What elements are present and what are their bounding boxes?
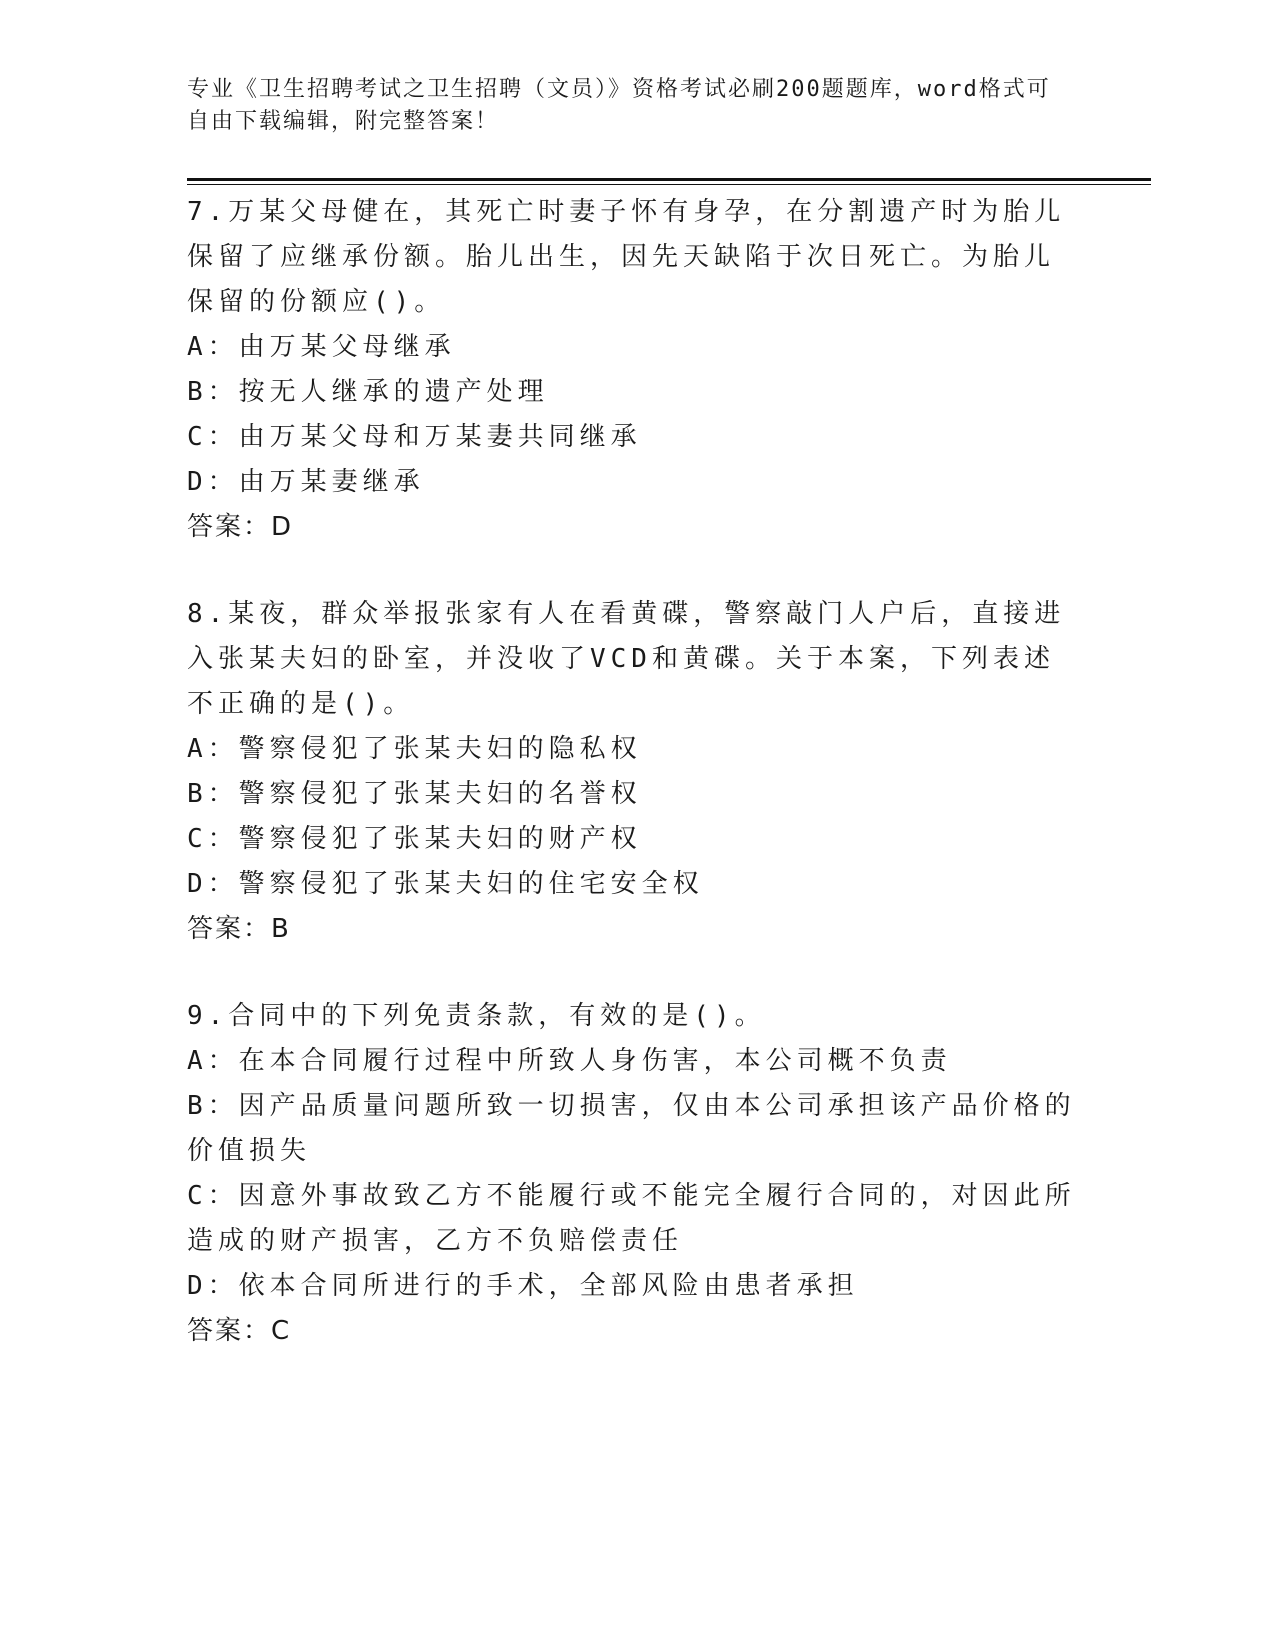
answer-line: 答案：D [187, 512, 294, 542]
answer-line: 答案：B [187, 914, 291, 944]
question-stem: 7.万某父母健在，其死亡时妻子怀有身孕，在分割遗产时为胎儿保留了应继承份额。胎儿出生，因先天缺陷于次日死亡。为胎儿保留的份额应()。 [187, 197, 1066, 317]
option-c: C：警察侵犯了张某夫妇的财产权 [187, 824, 642, 854]
question-stem: 8.某夜，群众举报张家有人在看黄碟，警察敲门人户后，直接进入张某夫妇的卧室，并没收了VCD和黄碟。关于本案，下列表述不正确的是()。 [187, 599, 1066, 719]
option-d: D：由万某妻继承 [187, 467, 425, 497]
question-list [187, 190, 1077, 1396]
option-a: A：由万某父母继承 [187, 332, 456, 362]
option-c: C：因意外事故致乙方不能履行或不能完全履行合同的，对因此所造成的财产损害，乙方不负赔偿责任 [187, 1181, 1076, 1256]
option-d: D：警察侵犯了张某夫妇的住宅安全权 [187, 869, 704, 899]
option-a: A：警察侵犯了张某夫妇的隐私权 [187, 734, 642, 764]
document-header: 专业《卫生招聘考试之卫生招聘（文员）》资格考试必刷200题题库，word格式可自由下载编辑，附完整答案！ [187, 77, 1051, 134]
question-7 [187, 190, 1077, 550]
question-stem: 9.合同中的下列免责条款，有效的是()。 [187, 1001, 766, 1031]
option-b: B：因产品质量问题所致一切损害，仅由本公司承担该产品价格的价值损失 [187, 1091, 1076, 1166]
option-d: D：依本合同所进行的手术，全部风险由患者承担 [187, 1271, 859, 1301]
question-9 [187, 994, 1077, 1354]
answer-line: 答案：C [187, 1316, 292, 1346]
header-rule-thin [187, 184, 1151, 185]
option-b: B：按无人继承的遗产处理 [187, 377, 549, 407]
option-b: B：警察侵犯了张某夫妇的名誉权 [187, 779, 642, 809]
option-c: C：由万某父母和万某妻共同继承 [187, 422, 642, 452]
option-a: A：在本合同履行过程中所致人身伤害，本公司概不负责 [187, 1046, 952, 1076]
question-8 [187, 592, 1077, 952]
header-rule-thick [187, 178, 1151, 181]
